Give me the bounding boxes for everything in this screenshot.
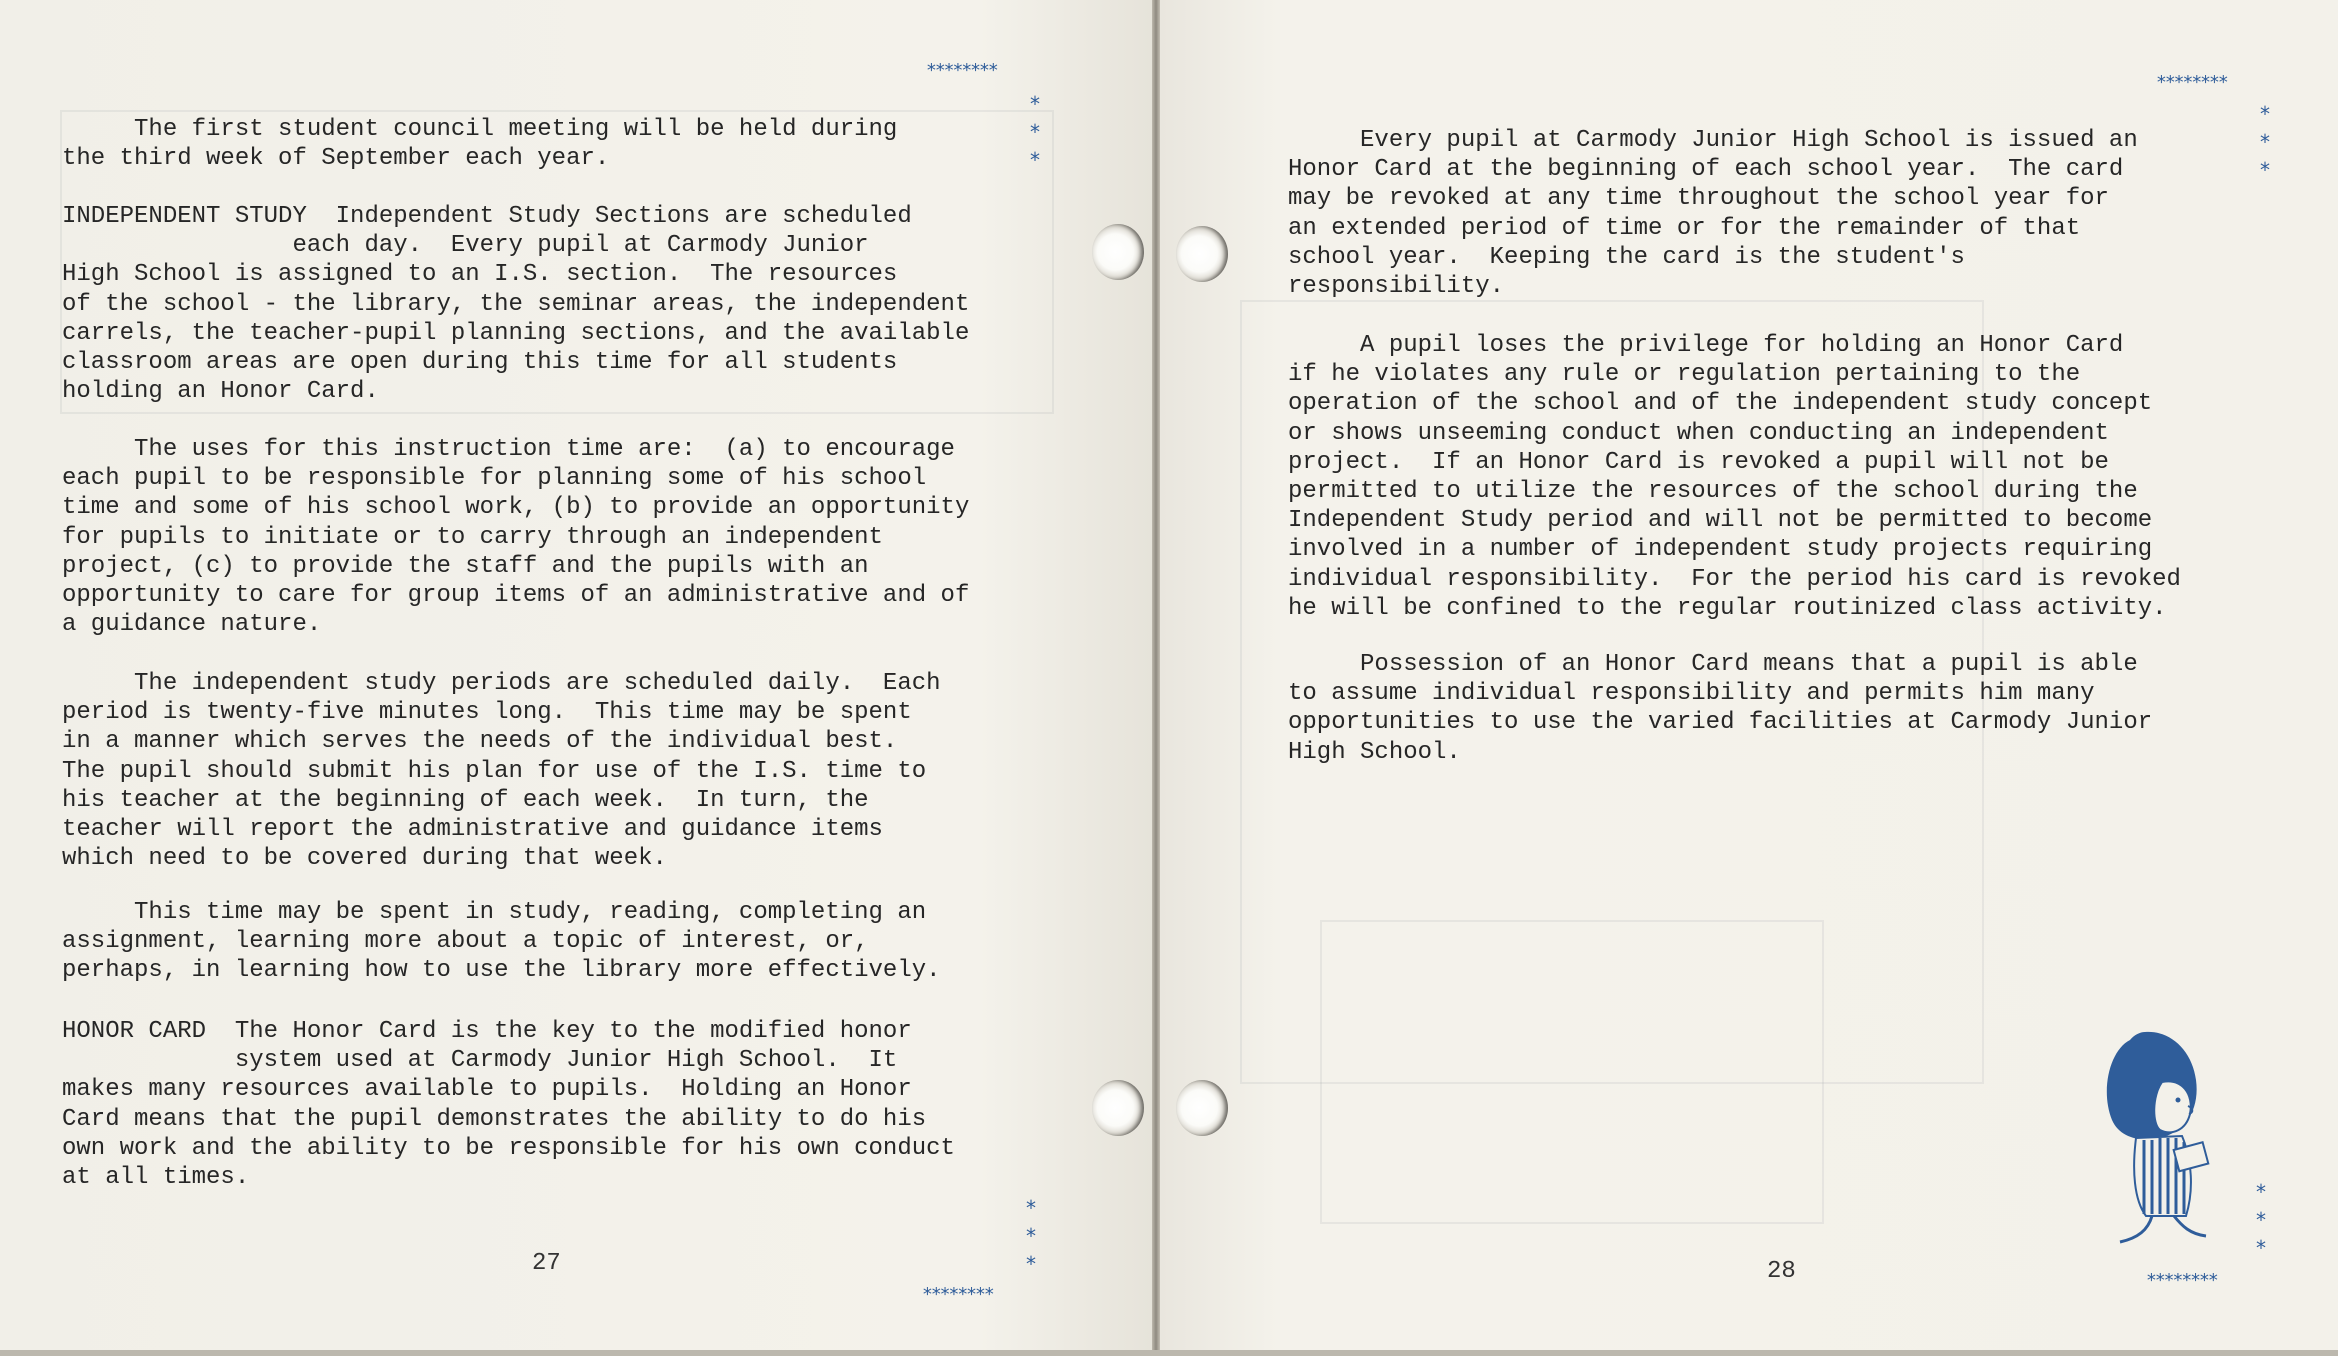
paragraph-study-periods: The independent study periods are scheduled daily. Each period is twenty-five minutes long. This time may be spent in a manner which serves the needs of the individual best. The pupil should submit his plan for use of the I.S. time to his teacher at the beginning of each week. In turn, the teacher will report the administrative and guidance items which need to be covered during that week. [62, 670, 941, 873]
book-gutter [1152, 0, 1160, 1356]
paragraph-time-spent: This time may be spent in study, reading, completing an assignment, learning more about a topic of interest, or, perhaps, in learning how to use the library more effectively. [62, 899, 941, 985]
star-icon: * [2256, 1236, 2266, 1260]
binder-hole [1176, 1080, 1228, 1136]
star-icon: * [1030, 148, 1040, 172]
show-through-mark [1320, 920, 1824, 1224]
paragraph-honor-card: HONOR CARD The Honor Card is the key to the modified honor system used at Carmody Junior High School. It makes many resources available to pupils. Holding an Honor Card means that the pupil demonstrates the ability to do his own work and the ability to be responsible for his own conduct at all times. [62, 1018, 955, 1192]
page-number: 27 [532, 1250, 561, 1277]
bottom-star-border: ******** [922, 1284, 993, 1305]
paragraph-independent-study: INDEPENDENT STUDY Independent Study Sections are scheduled each day. Every pupil at Carmody Junior High School is assigned to an I.S. section. The resources of the school - the library, the seminar areas, the independent carrels, the teacher-pupil planning sections, and the available classroom areas are open during this time for all students holding an Honor Card. [62, 203, 970, 406]
paragraph-council-meeting: The first student council meeting will be held during the third week of September each year. [62, 116, 898, 173]
star-icon: * [2260, 102, 2270, 126]
star-icon: * [1030, 120, 1040, 144]
left-page [0, 0, 1152, 1356]
star-icon: * [2256, 1208, 2266, 1232]
binder-hole [1092, 224, 1144, 280]
binder-hole [1092, 1080, 1144, 1136]
star-icon: * [2256, 1180, 2266, 1204]
paragraph-instruction-uses: The uses for this instruction time are: (a) to encourage each pupil to be responsible for planning some of his school time and some of his school work, (b) to provide an opportunity for pupils to initiate or to carry through an independent project, (c) to provide the staff and the pupils with an opportunity to care for group items of an administrative and of a guidance nature. [62, 436, 970, 639]
top-star-border: ******** [926, 60, 997, 81]
page-bottom-edge [0, 1350, 2338, 1356]
paragraph-honor-card-revoked: A pupil loses the privilege for holding an Honor Card if he violates any rule or regulation pertaining to the operation of the school and of the independent study concept or shows unseeming conduct when conducting an independent project. If an Honor Card is revoked a pupil will not be permitted to utilize the resources of the school during the Independent Study period and will not be permitted to become involved in a number of independent study projects requiring individual responsibility. For the period his card is revoked he will be confined to the regular routinized class activity. [1288, 332, 2181, 622]
star-icon: * [1030, 92, 1040, 116]
bottom-star-border: ******** [2146, 1270, 2217, 1291]
paragraph-honor-card-issued: Every pupil at Carmody Junior High School is issued an Honor Card at the beginning of each school year. The card may be revoked at any time throughout the school year for an extended period of time or for the remainder of that school year. Keeping the card is the student's responsibility. [1288, 127, 2138, 301]
binder-hole [1176, 226, 1228, 282]
top-star-border: ******** [2156, 72, 2227, 93]
star-icon: * [1026, 1252, 1036, 1276]
star-icon: * [2260, 130, 2270, 154]
page-number: 28 [1767, 1258, 1796, 1285]
student-cartoon-icon [2090, 1020, 2240, 1250]
star-icon: * [1026, 1224, 1036, 1248]
star-icon: * [1026, 1196, 1036, 1220]
paragraph-honor-card-possession: Possession of an Honor Card means that a pupil is able to assume individual responsibility and permits him many opportunities to use the varied facilities at Carmody Junior High School. [1288, 651, 2153, 766]
star-icon: * [2260, 158, 2270, 182]
